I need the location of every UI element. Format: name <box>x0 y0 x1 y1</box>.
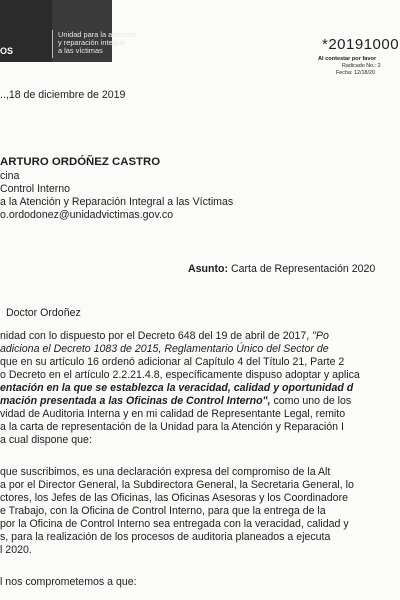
body-line-17: l nos comprometemos a que: <box>0 576 137 588</box>
body-line-13: e Trabajo, con la Oficina de Control Interno, para que la entrega de la <box>0 505 326 517</box>
entity-name-line-1: Unidad para la atención <box>58 30 137 39</box>
body-line-9: a cual dispone que: <box>0 434 92 446</box>
body-line-16: l 2020. <box>0 544 32 556</box>
body-line-6 <box>0 395 351 408</box>
entity-logo-band <box>0 0 137 62</box>
decree-title-start: "Po <box>312 330 329 342</box>
body-line-1-text: nidad con lo dispuesto por el Decreto 648 del 19 de abril de 2017, <box>0 330 310 342</box>
body-line-7: vidad de Auditoria Interna y en mi calidad de Representante Legal, remito <box>0 408 346 420</box>
body-line-6-text: como uno de los <box>273 395 352 407</box>
recipient-entity: a la Atención y Reparación Integral a las Víctimas <box>0 196 234 208</box>
recipient-office: Control Interno <box>0 183 71 195</box>
contestar-note: Al contestar por favor <box>318 56 377 62</box>
subject-label: Asunto: <box>188 263 229 275</box>
body-line-10: que suscribimos, es una declaración expresa del compromiso de la Alt <box>0 466 331 478</box>
salutation: Doctor Ordoñez <box>6 307 81 319</box>
subject-line <box>188 263 375 276</box>
logo-divider <box>52 30 53 58</box>
letter-date: ..,18 de diciembre de 2019 <box>0 89 126 101</box>
recipient-name: ARTURO ORDÓÑEZ CASTRO <box>0 156 161 168</box>
body-line-14: por la Oficina de Control Interno sea entregada con la veracidad, calidad y <box>0 518 349 530</box>
recipient-role: cina <box>0 170 20 182</box>
recipient-email: o.ordodonez@unidadvictimas.gov.co <box>0 209 174 221</box>
radicado-date: Fecha: 12/18/20 <box>336 70 375 76</box>
body-line-15: s, para la realización de los procesos de auditoria planeados a ejecuta <box>0 531 331 543</box>
radicado-barcode-number: *20191000 <box>322 36 400 53</box>
body-line-11: a por el Director General, la Subdirectora General, la Secretaria General, lo <box>0 479 354 491</box>
body-line-4: o Decreto en el artículo 2.2.21.4.8, específicamente dispuso adoptar y aplica <box>0 369 360 381</box>
body-line-8: a la carta de representación de la Unidad para la Atención y Reparación I <box>0 421 344 433</box>
body-line-6-bold: mación presentada a las Oficinas de Control Interno", <box>0 395 271 407</box>
body-line-1 <box>0 330 329 343</box>
radicado-number: Radicado No.: 2 <box>342 63 381 69</box>
body-line-2: adiciona el Decreto 1083 de 2015, Reglamentario Único del Sector de <box>0 343 329 355</box>
entity-name-line-2: y reparación integral <box>58 38 125 47</box>
body-line-5: entación en la que se establezca la veracidad, calidad y oportunidad d <box>0 382 354 394</box>
body-line-12: ctores, los Jefes de las Oficinas, las Oficinas Asesoras y los Coordinadore <box>0 492 348 504</box>
entity-name-line-3: a las víctimas <box>58 46 103 55</box>
body-line-3: que en su artículo 16 ordenó adicionar al Capítulo 4 del Título 21, Parte 2 <box>0 356 345 368</box>
subject-text: Carta de Representación 2020 <box>230 263 376 275</box>
logo-fragment: OS <box>0 46 14 56</box>
